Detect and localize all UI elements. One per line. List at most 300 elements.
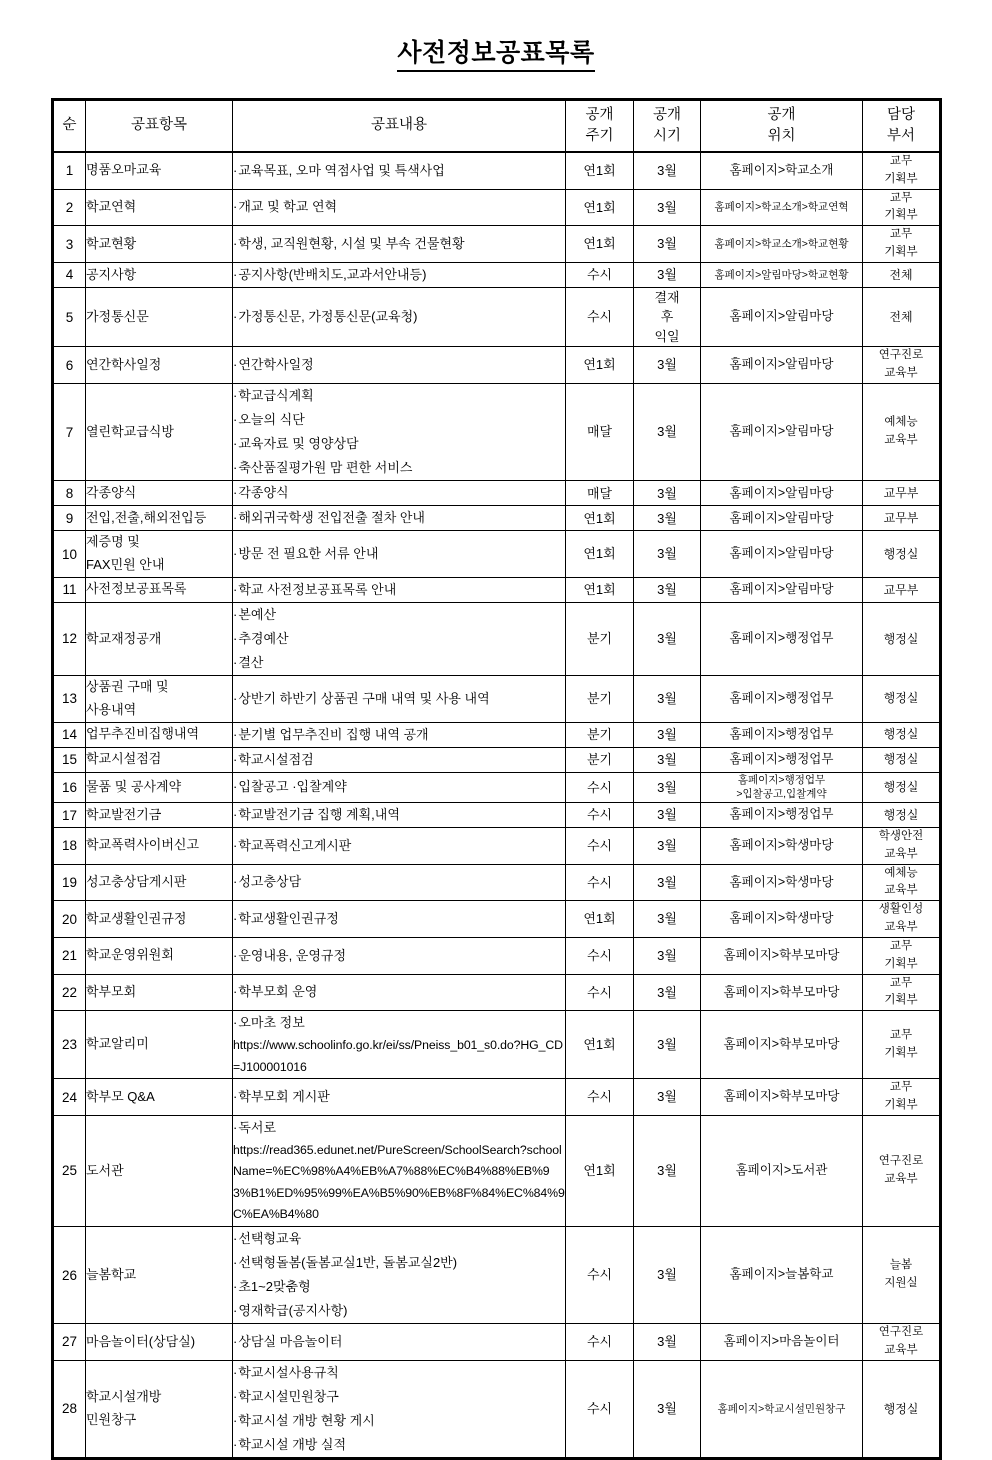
cell-cycle: 수시 <box>566 1079 634 1116</box>
cell-content-line: · 학교생활인권규정 <box>233 907 565 931</box>
cell-item-line: 명품오마교육 <box>86 162 162 178</box>
cell-content <box>233 1324 566 1361</box>
cell-item-line: 학부모회 <box>86 983 137 999</box>
cell-no: 15 <box>53 747 86 772</box>
cell-item <box>86 747 233 772</box>
cell-time <box>634 864 701 901</box>
cell-time-line: 3월 <box>657 838 677 854</box>
cell-content <box>233 287 566 347</box>
cell-department-line: 교육부 <box>884 1172 918 1185</box>
cell-time-line: 결재 <box>654 289 680 305</box>
cell-time-line: 3월 <box>657 984 677 1000</box>
cell-no: 2 <box>53 189 86 226</box>
cell-item <box>86 347 233 384</box>
cell-location-line: 홈페이지>학생마당 <box>729 874 834 889</box>
table-row <box>53 287 941 347</box>
cell-department-line: 학생안전 <box>878 830 924 843</box>
cell-department <box>863 1079 941 1116</box>
table-row <box>53 531 941 578</box>
cell-department-line: 지원실 <box>884 1277 918 1290</box>
table-row <box>53 1079 941 1116</box>
cell-content-line: · 학교 사전정보공표목록 안내 <box>233 578 565 602</box>
cell-content-line: · 학교시설 개방 실적 <box>233 1433 565 1457</box>
cell-location-line: 홈페이지>알림마당 <box>729 510 834 525</box>
cell-department-line: 교무 <box>889 1028 913 1041</box>
cell-department <box>863 577 941 602</box>
cell-content <box>233 1011 566 1079</box>
cell-time <box>634 1079 701 1116</box>
cell-location-line: 홈페이지>행정업무 <box>729 631 834 646</box>
cell-item <box>86 262 233 287</box>
cell-department-line: 교육부 <box>884 1343 918 1356</box>
cell-department <box>863 747 941 772</box>
page-title <box>0 0 992 72</box>
column-header-cycle-line2: 주기 <box>585 128 614 144</box>
cell-department-line: 기획부 <box>884 1046 918 1059</box>
cell-department-line: 교무부 <box>883 582 919 597</box>
cell-department-line: 생활인성 <box>878 903 924 916</box>
cell-time-line: 3월 <box>657 751 677 767</box>
cell-cycle: 분기 <box>566 747 634 772</box>
cell-time <box>634 901 701 938</box>
cell-cycle: 연1회 <box>566 189 634 226</box>
cell-content <box>233 747 566 772</box>
cell-time <box>634 676 701 723</box>
cell-content <box>233 864 566 901</box>
cell-item-line: 상품권 구매 및 <box>86 679 169 695</box>
cell-location <box>701 287 863 347</box>
cell-time <box>634 772 701 802</box>
cell-location-line: 홈페이지>학부모마당 <box>723 1036 840 1051</box>
cell-no: 24 <box>53 1079 86 1116</box>
column-header-dept-line2: 부서 <box>886 128 915 144</box>
cell-item <box>86 937 233 974</box>
cell-content-line: · 학생, 교직원현황, 시설 및 부속 건물현황 <box>233 232 565 256</box>
column-header-location-line1: 공개 <box>767 106 796 123</box>
cell-item-line: 물품 및 공사계약 <box>86 778 182 794</box>
cell-time-line: 3월 <box>657 199 677 215</box>
cell-department <box>863 152 941 189</box>
cell-location <box>701 974 863 1011</box>
cell-item-line: 전입,전출,해외전입등 <box>86 509 207 525</box>
cell-item <box>86 802 233 827</box>
cell-location <box>701 828 863 865</box>
cell-time-line: 3월 <box>657 424 677 440</box>
cell-item-line: 사전정보공표목록 <box>86 581 187 597</box>
cell-cycle: 연1회 <box>566 577 634 602</box>
column-header-content: 공표내용 <box>233 100 566 153</box>
cell-department-line: 늘봄 <box>889 1259 913 1272</box>
cell-no: 4 <box>53 262 86 287</box>
cell-cycle: 분기 <box>566 722 634 747</box>
cell-location-line: 홈페이지>알림마당 <box>729 309 834 324</box>
cell-item <box>86 828 233 865</box>
cell-content-line: · 방문 전 필요한 서류 안내 <box>233 542 565 566</box>
cell-time-line: 3월 <box>657 1334 677 1350</box>
cell-content-line: · 가정통신문, 가정통신문(교육청) <box>233 305 565 329</box>
cell-no: 12 <box>53 602 86 675</box>
cell-time-line: 3월 <box>657 582 677 598</box>
cell-time-line: 익일 <box>654 328 680 344</box>
cell-content <box>233 1360 566 1458</box>
cell-time-line: 3월 <box>657 485 677 501</box>
cell-content-line: · 성고충상담 <box>233 870 565 894</box>
cell-content <box>233 226 566 263</box>
cell-content <box>233 828 566 865</box>
table-row <box>53 1115 941 1226</box>
cell-content-line: · 입찰공고 ·입찰계약 <box>233 775 565 799</box>
cell-item <box>86 384 233 481</box>
page-title-text: 사전정보공표목록 <box>397 38 594 72</box>
cell-item <box>86 577 233 602</box>
cell-location-line: 홈페이지>늘봄학교 <box>729 1267 834 1282</box>
cell-item <box>86 152 233 189</box>
cell-department-line: 교육부 <box>884 434 918 447</box>
cell-item <box>86 506 233 531</box>
cell-location <box>701 1360 863 1458</box>
cell-department <box>863 864 941 901</box>
cell-department-line: 기획부 <box>884 172 918 185</box>
cell-content-line: · 공지사항(반배치도,교과서안내등) <box>233 263 565 287</box>
cell-content <box>233 347 566 384</box>
cell-item <box>86 531 233 578</box>
cell-item <box>86 1324 233 1361</box>
table-row <box>53 152 941 189</box>
cell-time <box>634 384 701 481</box>
cell-item <box>86 226 233 263</box>
cell-item <box>86 1011 233 1079</box>
cell-no: 1 <box>53 152 86 189</box>
table-row <box>53 226 941 263</box>
cell-department <box>863 1115 941 1226</box>
cell-department-line: 행정실 <box>883 691 919 706</box>
cell-cycle: 수시 <box>566 802 634 827</box>
cell-location <box>701 1079 863 1116</box>
cell-no: 22 <box>53 974 86 1011</box>
cell-content-line: · 학부모회 게시판 <box>233 1085 565 1109</box>
cell-item-line: 업무추진비집행내역 <box>86 726 200 742</box>
cell-time-line: 3월 <box>657 267 677 283</box>
cell-content <box>233 506 566 531</box>
table-row <box>53 676 941 723</box>
cell-department <box>863 1226 941 1323</box>
cell-location <box>701 577 863 602</box>
cell-location-line: 홈페이지>학교소개 <box>729 163 834 178</box>
cell-time <box>634 577 701 602</box>
cell-department <box>863 189 941 226</box>
cell-cycle: 연1회 <box>566 1115 634 1226</box>
cell-item-line: 공지사항 <box>86 266 137 282</box>
cell-content-url: https://www.schoolinfo.go.kr/ei/ss/Pneiss_b01_s0.do?HG_CD=J100001016 <box>233 1038 563 1074</box>
cell-content-line: · 개교 및 학교 연혁 <box>233 195 565 219</box>
cell-time-line: 3월 <box>657 807 677 823</box>
cell-item-line: 도서관 <box>86 1162 124 1178</box>
column-header-time <box>634 100 701 153</box>
cell-item-line: 가정통신문 <box>86 308 149 324</box>
cell-department-line: 교무 <box>889 939 913 952</box>
cell-no: 13 <box>53 676 86 723</box>
cell-content-line: · 분기별 업무추진비 집행 내역 공개 <box>233 723 565 747</box>
cell-location-line: 홈페이지>학부모마당 <box>723 984 840 999</box>
cell-item-line: 학교현황 <box>86 235 137 251</box>
column-header-dept <box>863 100 941 153</box>
cell-department <box>863 481 941 506</box>
cell-content-line: · 상담실 마음놀이터 <box>233 1330 565 1354</box>
cell-content-line: · 학교급식계획 <box>233 384 565 408</box>
cell-location <box>701 1011 863 1079</box>
cell-department-line: 예체능 <box>884 866 918 879</box>
cell-no: 21 <box>53 937 86 974</box>
cell-content-line: · 교육목표, 오마 역점사업 및 특색사업 <box>233 159 565 183</box>
cell-content-line: · 각종양식 <box>233 481 565 505</box>
table-row <box>53 262 941 287</box>
column-header-location-line2: 위치 <box>767 128 796 144</box>
cell-item <box>86 864 233 901</box>
cell-item <box>86 676 233 723</box>
cell-cycle: 연1회 <box>566 901 634 938</box>
cell-location-line: 홈페이지>도서관 <box>735 1163 828 1178</box>
cell-content-line: · 학교폭력신고게시판 <box>233 834 565 858</box>
table-row <box>53 747 941 772</box>
cell-content-line: · 상반기 하반기 상품권 구매 내역 및 사용 내역 <box>233 687 565 711</box>
cell-time-line: 3월 <box>657 947 677 963</box>
cell-content <box>233 802 566 827</box>
cell-item <box>86 974 233 1011</box>
cell-cycle: 분기 <box>566 676 634 723</box>
cell-department <box>863 1324 941 1361</box>
table-row <box>53 722 941 747</box>
cell-cycle: 매달 <box>566 384 634 481</box>
cell-cycle: 수시 <box>566 1324 634 1361</box>
cell-cycle: 연1회 <box>566 1011 634 1079</box>
table-header-row <box>53 100 941 153</box>
cell-location-line: 홈페이지>알림마당 <box>729 424 834 439</box>
cell-location <box>701 602 863 675</box>
cell-cycle: 연1회 <box>566 347 634 384</box>
cell-item-line: FAX민원 안내 <box>86 557 165 573</box>
cell-item-line: 학교운영위원회 <box>86 947 174 963</box>
table-row <box>53 772 941 802</box>
cell-time-line: 3월 <box>657 631 677 647</box>
cell-department-line: 행정실 <box>883 780 919 794</box>
cell-time <box>634 802 701 827</box>
cell-no: 11 <box>53 577 86 602</box>
cell-location-line: 홈페이지>학교시설민원창구 <box>717 1402 846 1415</box>
cell-location <box>701 481 863 506</box>
cell-location-line: 홈페이지>행정업무 <box>729 807 834 822</box>
cell-time <box>634 531 701 578</box>
cell-no: 28 <box>53 1360 86 1458</box>
cell-time <box>634 347 701 384</box>
column-header-time-line1: 공개 <box>652 106 681 123</box>
cell-location <box>701 1324 863 1361</box>
cell-item-line: 학교재정공개 <box>86 630 162 646</box>
cell-cycle: 수시 <box>566 772 634 802</box>
cell-content-line: · 영재학급(공지사항) <box>233 1299 565 1323</box>
cell-time <box>634 506 701 531</box>
cell-department <box>863 802 941 827</box>
cell-department-line: 교무 <box>889 191 913 204</box>
cell-content <box>233 901 566 938</box>
cell-department-line: 행정실 <box>883 727 919 742</box>
cell-department <box>863 262 941 287</box>
cell-department-line: 기획부 <box>884 994 918 1007</box>
cell-cycle: 수시 <box>566 828 634 865</box>
column-header-cycle-line1: 공개 <box>585 106 614 123</box>
cell-location <box>701 189 863 226</box>
cell-location <box>701 772 863 802</box>
cell-department <box>863 676 941 723</box>
table-row <box>53 937 941 974</box>
cell-content-line: · 학교시설사용규칙 <box>233 1361 565 1385</box>
table-row <box>53 1011 941 1079</box>
cell-department-line: 행정실 <box>883 752 919 767</box>
cell-location-line: 홈페이지>알림마당 <box>729 357 834 372</box>
cell-department-line: 교무 <box>889 155 913 167</box>
cell-location-line: 홈페이지>알림마당 <box>729 546 834 561</box>
cell-cycle: 연1회 <box>566 506 634 531</box>
table-row <box>53 602 941 675</box>
cell-content-line: · 연간학사일정 <box>233 353 565 377</box>
cell-department-line: 교육부 <box>884 884 918 897</box>
cell-content-line: · 학교시설점검 <box>233 748 565 772</box>
cell-item <box>86 602 233 675</box>
cell-time <box>634 1011 701 1079</box>
table-row <box>53 1324 941 1361</box>
cell-department-line: 기획부 <box>884 957 918 970</box>
cell-location-line: 홈페이지>마음놀이터 <box>723 1334 840 1349</box>
table-row <box>53 864 941 901</box>
cell-location-line: 홈페이지>알림마당 <box>729 582 834 597</box>
cell-content-line: · 선택형돌봄(돌봄교실1반, 돌봄교실2반) <box>233 1251 565 1275</box>
cell-no: 9 <box>53 506 86 531</box>
cell-content-line: · 축산품질평가원 맘 편한 서비스 <box>233 456 565 480</box>
cell-department <box>863 828 941 865</box>
cell-location-line: 홈페이지>학부모마당 <box>723 1089 840 1104</box>
cell-item <box>86 901 233 938</box>
column-header-time-line2: 시기 <box>652 128 681 144</box>
cell-time-line: 3월 <box>657 911 677 927</box>
cell-location <box>701 262 863 287</box>
cell-location-line: 홈페이지>학교소개>학교현황 <box>714 237 849 250</box>
cell-no: 14 <box>53 722 86 747</box>
cell-item-line: 열린학교급식방 <box>86 423 174 439</box>
cell-no: 19 <box>53 864 86 901</box>
cell-item-line: 학교발전기금 <box>86 806 162 822</box>
cell-content-line: · 오마초 정보 <box>233 1011 565 1035</box>
cell-content-line: · 선택형교육 <box>233 1227 565 1251</box>
cell-location <box>701 901 863 938</box>
cell-item-line: 학교연혁 <box>86 199 137 215</box>
column-header-item: 공표항목 <box>86 100 233 153</box>
cell-content <box>233 937 566 974</box>
cell-location-line: 홈페이지>학생마당 <box>729 911 834 926</box>
cell-content-url: https://read365.edunet.net/PureScreen/SchoolSearch?schoolName=%EC%98%A4%EB%A7%88%EC%B4%88%EB%93%B1%ED%95%99%EA%B5%90%EB%8F%84%EC%84%9C%EA%B4%80 <box>233 1142 565 1222</box>
cell-department-line: 행정실 <box>883 807 919 822</box>
cell-content <box>233 481 566 506</box>
cell-department-line: 행정실 <box>883 631 919 646</box>
table-row <box>53 974 941 1011</box>
cell-cycle: 분기 <box>566 602 634 675</box>
cell-item <box>86 1079 233 1116</box>
cell-department-line: 전체 <box>889 309 913 324</box>
cell-location-line: 홈페이지>행정업무 <box>729 751 834 766</box>
cell-content-line: · 해외귀국학생 전입전출 절차 안내 <box>233 506 565 530</box>
table-row <box>53 802 941 827</box>
cell-location <box>701 1226 863 1323</box>
cell-location <box>701 747 863 772</box>
cell-content <box>233 974 566 1011</box>
cell-time <box>634 1360 701 1458</box>
cell-content-line: · 운영내용, 운영규정 <box>233 944 565 968</box>
cell-item-line: 연간학사일정 <box>86 356 162 372</box>
table-row <box>53 481 941 506</box>
table-container <box>51 98 941 1460</box>
cell-content <box>233 602 566 675</box>
cell-content <box>233 152 566 189</box>
cell-location-line: 홈페이지>행정업무 <box>729 691 834 706</box>
cell-item <box>86 1115 233 1226</box>
cell-cycle: 매달 <box>566 481 634 506</box>
cell-time <box>634 1115 701 1226</box>
cell-no: 20 <box>53 901 86 938</box>
column-header-dept-line1: 담당 <box>886 106 915 123</box>
cell-no: 7 <box>53 384 86 481</box>
cell-department-line: 교무 <box>889 228 913 241</box>
cell-content-line: · 교육자료 및 영양상담 <box>233 432 565 456</box>
cell-department-line: 교무 <box>889 1081 913 1094</box>
cell-time-line: 3월 <box>657 1401 677 1417</box>
cell-content-line: · 학교발전기금 집행 계획,내역 <box>233 803 565 827</box>
table-row <box>53 384 941 481</box>
cell-location <box>701 722 863 747</box>
cell-department-line: 전체 <box>889 267 913 282</box>
cell-item-line: 학교시설개방 <box>86 1389 162 1405</box>
cell-time-line: 3월 <box>657 874 677 890</box>
cell-content <box>233 1226 566 1323</box>
table-row <box>53 506 941 531</box>
cell-item-line: 학교생활인권규정 <box>86 910 187 926</box>
cell-content <box>233 1115 566 1226</box>
cell-item <box>86 189 233 226</box>
cell-content-line: · 결산 <box>233 651 565 675</box>
cell-department-line: 교무 <box>889 976 913 989</box>
information-disclosure-table <box>51 98 942 1460</box>
cell-department <box>863 531 941 578</box>
column-header-location <box>701 100 863 153</box>
cell-department-line: 교무부 <box>883 485 919 500</box>
cell-location <box>701 347 863 384</box>
cell-content <box>233 531 566 578</box>
cell-item-line: 학교알리미 <box>86 1036 149 1052</box>
cell-item-line: 각종양식 <box>86 484 137 500</box>
cell-location <box>701 1115 863 1226</box>
cell-location <box>701 152 863 189</box>
cell-content <box>233 262 566 287</box>
cell-cycle: 연1회 <box>566 226 634 263</box>
cell-item-line: 학교폭력사이버신고 <box>86 837 200 853</box>
cell-time <box>634 1226 701 1323</box>
cell-time <box>634 262 701 287</box>
cell-no: 5 <box>53 287 86 347</box>
cell-location <box>701 384 863 481</box>
cell-location <box>701 226 863 263</box>
cell-no: 27 <box>53 1324 86 1361</box>
cell-content <box>233 384 566 481</box>
cell-department <box>863 901 941 938</box>
cell-time-line: 3월 <box>657 691 677 707</box>
cell-department <box>863 722 941 747</box>
